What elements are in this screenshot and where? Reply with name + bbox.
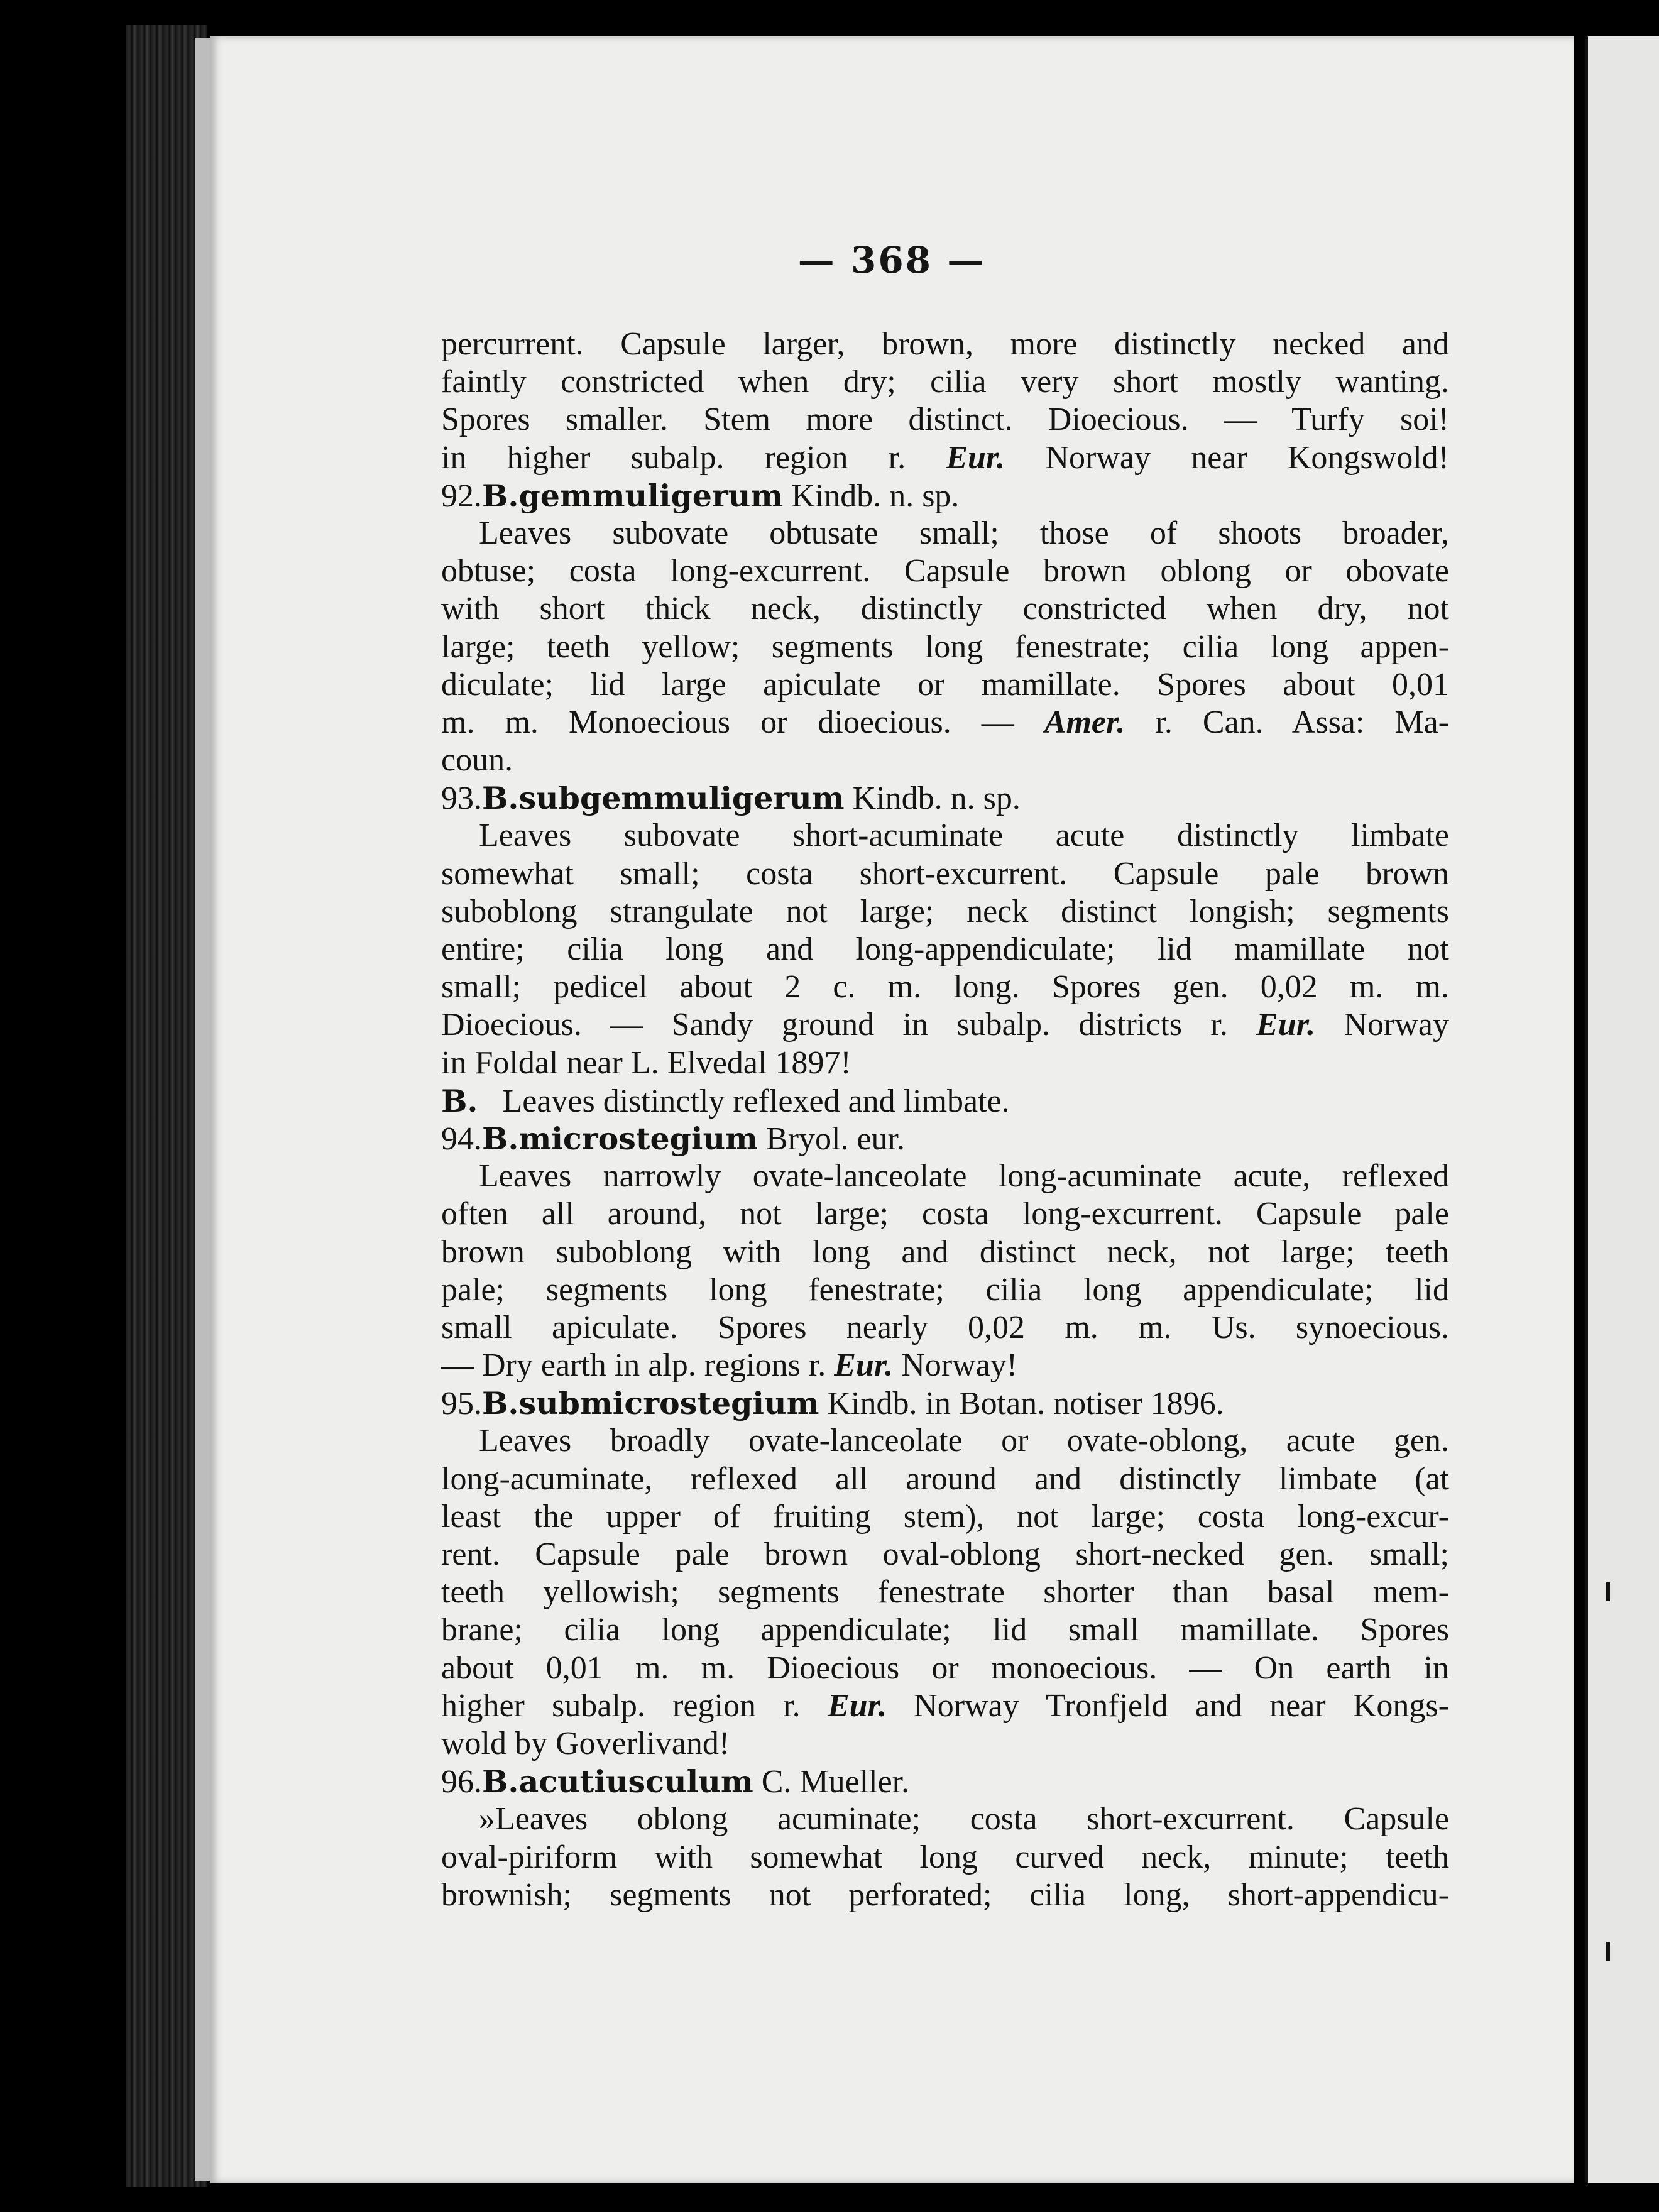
- page-edge: [195, 38, 210, 2181]
- text-line: Leaves subovate short-acuminate acute distinctly limbate: [479, 818, 1449, 854]
- species-heading: 95.B.submicrostegium Kindb. in Botan. notiser 1896.: [441, 1385, 1224, 1422]
- text-line: brane; cilia long appendiculate; lid small mamillate. Spores: [441, 1612, 1449, 1648]
- text-line: small apiculate. Spores nearly 0,02 m. m. Us. synoecious.: [441, 1309, 1449, 1345]
- margin-marker: [1606, 1582, 1610, 1601]
- text-line: with short thick neck, distinctly constricted when dry, not: [441, 591, 1449, 627]
- text-line: often all around, not large; costa long-excurrent. Capsule pale: [441, 1196, 1449, 1232]
- text-line: long-acuminate, reflexed all around and distinctly limbate (at: [441, 1460, 1449, 1497]
- text-line: faintly constricted when dry; cilia very short mostly wanting.: [441, 364, 1449, 400]
- text-line: somewhat small; costa short-excurrent. Capsule pale brown: [441, 855, 1449, 892]
- text-line: diculate; lid large apiculate or mamillate. Spores about 0,01: [441, 666, 1449, 703]
- text-line: obtuse; costa long-excurrent. Capsule brown oblong or obovate: [441, 553, 1449, 589]
- text-line: oval-piriform with somewhat long curved neck, minute; teeth: [441, 1839, 1449, 1875]
- text-line: rent. Capsule pale brown oval-oblong short-necked gen. small;: [441, 1536, 1449, 1572]
- section-heading: B. Leaves distinctly reflexed and limbate.: [441, 1082, 1010, 1119]
- text-line: large; teeth yellow; segments long fenestrate; cilia long appen-: [441, 628, 1449, 665]
- text-line: brown suboblong with long and distinct neck, not large; teeth: [441, 1234, 1449, 1270]
- text-line: brownish; segments not perforated; cilia long, short-appendicu-: [441, 1876, 1449, 1913]
- page-number: — 368 —: [797, 239, 986, 282]
- margin-marker: [1606, 1942, 1610, 1961]
- text-line: wold by Goverlivand!: [441, 1725, 730, 1761]
- text-line: about 0,01 m. m. Dioecious or monoecious. — On earth in: [441, 1650, 1449, 1686]
- text-line: »Leaves oblong acuminate; costa short-excurrent. Capsule: [479, 1801, 1449, 1837]
- text-line: — Dry earth in alp. regions r. Eur. Norway!: [441, 1347, 1018, 1384]
- text-line: in higher subalp. region r. Eur. Norway near Kongswold!: [441, 439, 1449, 476]
- text-line: Spores smaller. Stem more distinct. Dioecious. — Turfy soi!: [441, 402, 1449, 438]
- text-line: Leaves broadly ovate-lanceolate or ovate-oblong, acute gen.: [479, 1423, 1449, 1459]
- text-line: coun.: [441, 742, 513, 779]
- text-line: Leaves narrowly ovate-lanceolate long-acuminate acute, reflexed: [479, 1158, 1449, 1195]
- species-heading: 93.B.subgemmuligerum Kindb. n. sp.: [441, 780, 1021, 817]
- text-line: in Foldal near L. Elvedal 1897!: [441, 1044, 851, 1081]
- text-line: least the upper of fruiting stem), not large; costa long-excur-: [441, 1498, 1449, 1535]
- body-text: [441, 326, 1449, 1914]
- species-heading: 94.B.microstegium Bryol. eur.: [441, 1120, 905, 1157]
- text-line: entire; cilia long and long-appendiculate; lid mamillate not: [441, 931, 1449, 967]
- text-line: Dioecious. — Sandy ground in subalp. districts r. Eur. Norway: [441, 1007, 1449, 1043]
- text-line: Leaves subovate obtusate small; those of shoots broader,: [479, 515, 1449, 551]
- text-line: percurrent. Capsule larger, brown, more distinctly necked and: [441, 326, 1449, 362]
- species-heading: 96.B.acutiusculum C. Mueller.: [441, 1763, 910, 1800]
- text-line: higher subalp. region r. Eur. Norway Tronfjeld and near Kongs-: [441, 1687, 1449, 1724]
- text-line: pale; segments long fenestrate; cilia long appendiculate; lid: [441, 1271, 1449, 1308]
- text-line: m. m. Monoecious or dioecious. — Amer. r. Can. Assa: Ma-: [441, 704, 1449, 740]
- next-page-edge: [1585, 36, 1659, 2183]
- species-heading: 92.B.gemmuligerum Kindb. n. sp.: [441, 477, 960, 514]
- text-line: teeth yellowish; segments fenestrate shorter than basal mem-: [441, 1574, 1449, 1611]
- text-line: suboblong strangulate not large; neck distinct longish; segments: [441, 893, 1449, 929]
- text-line: small; pedicel about 2 c. m. long. Spores gen. 0,02 m. m.: [441, 969, 1449, 1005]
